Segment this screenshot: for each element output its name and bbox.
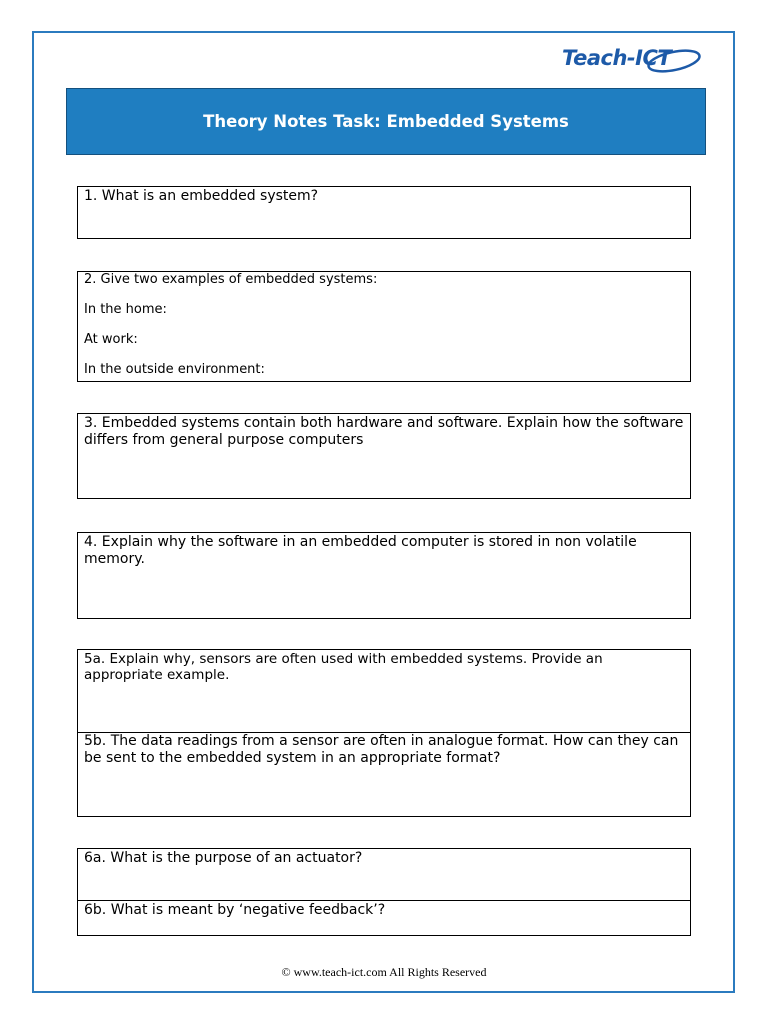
question-2-box[interactable] xyxy=(77,271,691,382)
question-6a-text: 6a. What is the purpose of an actuator? xyxy=(84,850,363,866)
copyright-footer: © www.teach-ict.com All Rights Reserved xyxy=(281,965,487,979)
page-title: Theory Notes Task: Embedded Systems xyxy=(203,112,569,131)
question-4-box[interactable] xyxy=(77,532,691,619)
question-6b-box[interactable] xyxy=(77,900,691,936)
teach-ict-logo xyxy=(562,44,708,78)
question-2-home-label: In the home: xyxy=(84,302,167,317)
question-1-text: 1. What is an embedded system? xyxy=(84,188,319,204)
question-6a-box[interactable] xyxy=(77,848,691,901)
question-2-work-label: At work: xyxy=(84,332,138,347)
question-4-text: 4. Explain why the software in an embedded computer is stored in non volatile memory. xyxy=(84,534,637,567)
logo-swoosh-icon xyxy=(562,44,708,78)
question-6b-text: 6b. What is meant by ‘negative feedback’? xyxy=(84,902,386,918)
question-5a-text: 5a. Explain why, sensors are often used with embedded systems. Provide an appropriate example. xyxy=(84,651,603,683)
question-1-box[interactable] xyxy=(77,186,691,239)
question-2-outside-label: In the outside environment: xyxy=(84,362,265,377)
logo-text: Teach-ICT xyxy=(562,46,672,70)
question-3-box[interactable] xyxy=(77,413,691,499)
question-3-text: 3. Embedded systems contain both hardware and software. Explain how the software differs from general purpose computers xyxy=(84,415,684,448)
question-5b-text: 5b. The data readings from a sensor are often in analogue format. How can they can be sent to the embedded system in an appropriate format? xyxy=(84,733,679,766)
question-2-text: 2. Give two examples of embedded systems: xyxy=(84,272,378,287)
title-banner xyxy=(66,88,706,155)
question-5b-box[interactable] xyxy=(77,732,691,817)
